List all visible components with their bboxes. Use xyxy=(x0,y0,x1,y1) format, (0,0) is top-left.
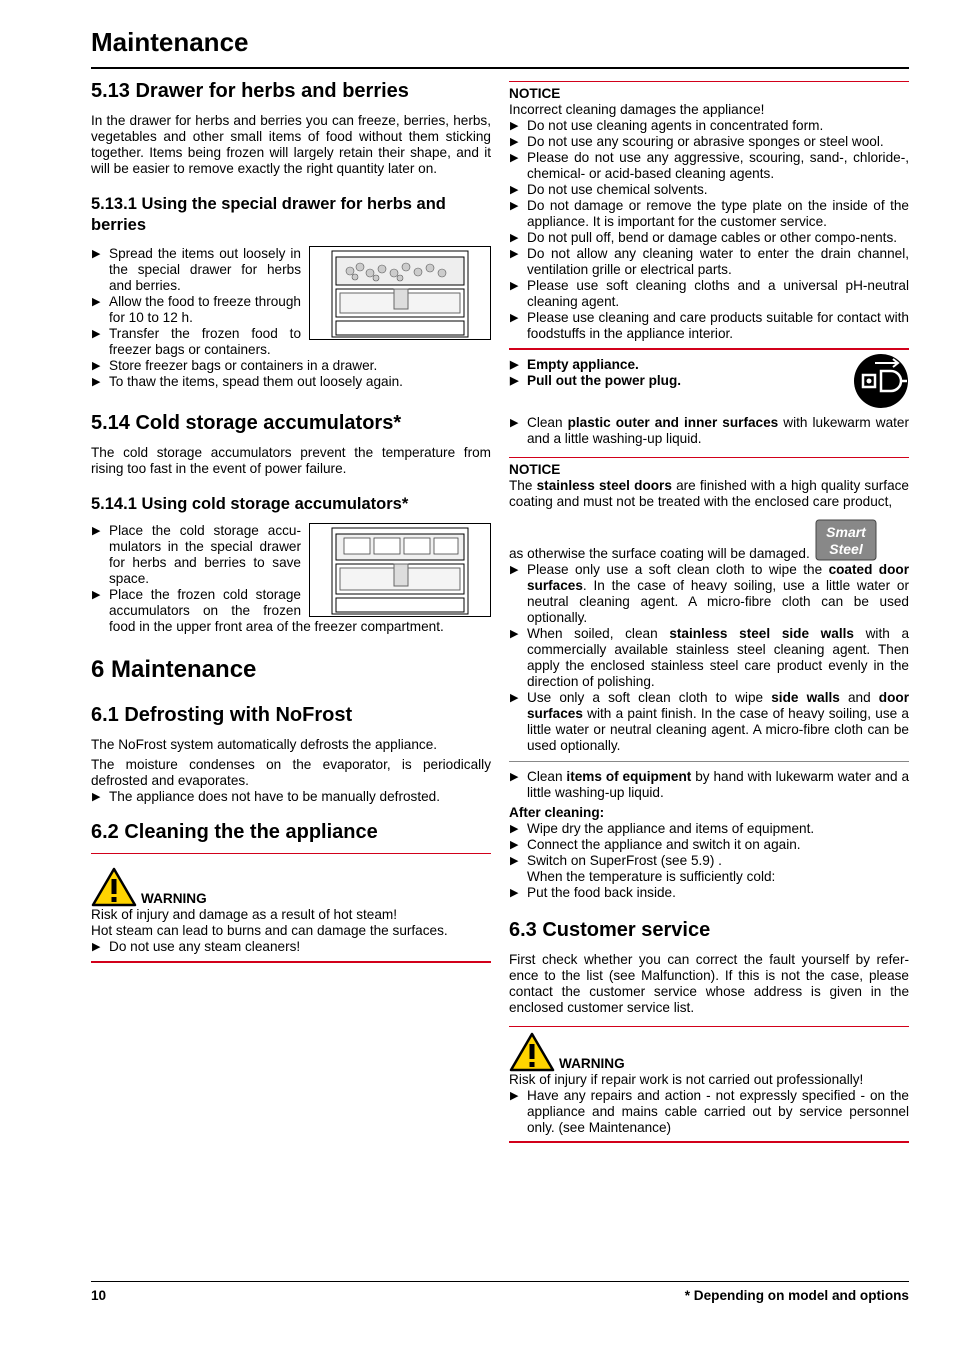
list-item: ▶ Store freezer bags or containers in a drawer. xyxy=(91,358,491,374)
list-item: ▶ Do not use chemical solvents. xyxy=(509,182,909,198)
after-cleaning-list xyxy=(509,821,909,869)
section-6-2-title: 6.2 Cleaning the the appliance xyxy=(91,821,378,843)
notice-rule-top xyxy=(509,81,909,82)
section-5-13-text: In the drawer for herbs and berries you can freeze, berries, herbs, vegetables and other small items of food without them sticking together. Items being frozen will largely retain their shape, and it will be easier to remove exactly the right quantity later on. xyxy=(91,113,491,176)
list-item: ▶ To thaw the items, spead them out loosely again. xyxy=(91,374,491,390)
list-item: ▶ Switch on SuperFrost (see 5.9) . xyxy=(509,853,909,869)
list-item: ▶ Clean items of equipment by hand with lukewarm water and a little washing-up liquid. xyxy=(509,769,909,801)
warning-box-steam xyxy=(91,867,491,955)
section-6-title: 6 Maintenance xyxy=(91,656,257,683)
footnote: * Depending on model and options xyxy=(684,1288,909,1303)
page-title: Maintenance xyxy=(91,27,249,57)
notice2-tail-row xyxy=(509,518,909,562)
warning-line: Hot steam can lead to burns and can damage the surfaces. xyxy=(91,923,448,938)
list-item: ▶ Please use soft cleaning cloths and a universal pH-neutral cleaning agent. xyxy=(509,278,909,310)
warning-rule-bottom xyxy=(91,961,491,963)
list-item: ▶ Clean plastic outer and inner surfaces with lukewarm water and a little washing-up liquid. xyxy=(509,415,909,447)
list-item: ▶ Empty appliance. xyxy=(509,357,909,373)
list-item: ▶ Transfer the frozen food to freezer bags or containers. xyxy=(91,326,491,358)
list-item: ▶ Have any repairs and action - not expressly specified - on the appliance and mains cable carried out by service personnel only. (see Maintenance) xyxy=(509,1088,909,1136)
notice-list xyxy=(509,118,909,342)
list-item: ▶ Wipe dry the appliance and items of equipment. xyxy=(509,821,909,837)
notice-intro: Incorrect cleaning damages the appliance! xyxy=(509,102,765,117)
list-item: ▶ Pull out the power plug. xyxy=(509,373,909,389)
list-item: ▶ Connect the appliance and switch it on again. xyxy=(509,837,909,853)
section-5-14-title: 5.14 Cold storage accumulators* xyxy=(91,412,402,434)
header-rule xyxy=(91,67,909,69)
section-6-1-title: 6.1 Defrosting with NoFrost xyxy=(91,704,353,726)
svg-text:Steel: Steel xyxy=(828,541,863,557)
right-column xyxy=(509,78,909,1143)
smart-steel-logo xyxy=(814,518,878,562)
list-item: ▶ Spread the items out loosely in the special drawer for herbs and berries. xyxy=(91,246,491,294)
section-5-13-1-title: 5.13.1 Using the special drawer for herbs and berries xyxy=(91,195,446,234)
list-item: ▶ Use only a soft clean cloth to wipe side walls and door surfaces with a paint finish. In the case of heavy soiling, use a little water or neutral cleaning agent. A micro-fibre cloth can be used optionally. xyxy=(509,690,909,754)
surface-care-list xyxy=(509,562,909,754)
svg-text:Smart: Smart xyxy=(825,524,866,540)
warning-box-repairs xyxy=(509,1032,909,1136)
warning-label: WARNING xyxy=(141,891,207,906)
list-item: ▶ Do not use cleaning agents in concentrated form. xyxy=(509,118,909,134)
after-cleaning-note: When the temperature is sufficiently cold: xyxy=(527,869,776,884)
section-6-1-p2: The moisture condenses on the evaporator, is periodically defrosted and evaporates. xyxy=(91,757,491,788)
list-item: ▶ Place the frozen cold storage accumulators on the frozen food in the upper front area of the freezer compartment. xyxy=(91,587,491,635)
notice2-label: NOTICE xyxy=(509,462,561,477)
list-item: ▶ Please do not use any aggressive, scouring, sand-, chloride-, chemical- or acid-based cleaning agents. xyxy=(509,150,909,182)
footer-rule xyxy=(91,1281,909,1282)
warning2-rule-bottom xyxy=(509,1141,909,1143)
herb-drawer-steps xyxy=(91,246,491,390)
after-cleaning-label: After cleaning: xyxy=(509,805,605,820)
list-item: ▶ Please use cleaning and care products suitable for contact with foodstuffs in the appliance interior. xyxy=(509,310,909,342)
notice-rule-bottom xyxy=(509,348,909,350)
list-item: ▶ When soiled, clean stainless steel side walls with a commercially available stainless steel cleaning agent. Then apply the enclosed stainless steel care product evenly in the direction of polishing. xyxy=(509,626,909,690)
warning-line: Risk of injury if repair work is not carried out professionally! xyxy=(509,1072,864,1087)
section-5-13-title: 5.13 Drawer for herbs and berries xyxy=(91,80,409,102)
left-column xyxy=(91,78,491,963)
unplug-icon xyxy=(853,353,909,409)
list-item: ▶ Do not use any steam cleaners! xyxy=(91,939,491,955)
warning-rule-top xyxy=(91,853,491,854)
warning-triangle-icon xyxy=(91,867,137,907)
section-5-14-text: The cold storage accumulators prevent the temperature from rising too fast in the event of power failure. xyxy=(91,445,491,476)
list-item: ▶ Allow the food to freeze through for 10 to 12 h. xyxy=(91,294,491,326)
list-item: ▶ Put the food back inside. xyxy=(509,885,909,901)
accumulator-steps xyxy=(91,523,491,635)
section-6-3-title: 6.3 Customer service xyxy=(509,919,711,941)
warning2-rule-top xyxy=(509,1026,909,1027)
list-item: ▶ Do not pull off, bend or damage cables or other compo-nents. xyxy=(509,230,909,246)
list-item: ▶ Do not allow any cleaning water to enter the drain channel, ventilation grille or electrical parts. xyxy=(509,246,909,278)
warning-line: Risk of injury and damage as a result of hot steam! xyxy=(91,907,398,922)
notice-label: NOTICE xyxy=(509,86,561,101)
warning-label: WARNING xyxy=(559,1056,625,1071)
notice2-rule-top xyxy=(509,457,909,458)
list-item: ▶ The appliance does not have to be manually defrosted. xyxy=(91,789,491,805)
list-item: ▶ Please only use a soft clean cloth to wipe the coated door surfaces. In the case of heavy soiling, use a little water or neutral cleaning agent. A micro-fibre cloth can be used optionally. xyxy=(509,562,909,626)
list-item: ▶ Do not damage or remove the type plate on the inside of the appliance. It is important for the customer service. xyxy=(509,198,909,230)
notice2-rule-bottom xyxy=(509,761,909,762)
section-6-3-text: First check whether you can correct the fault yourself by refer-ence to the list (see Malfunction). If this is not the case, please contact the customer service whose address is given in the enclosed customer service list. xyxy=(509,952,909,1015)
page-number: 10 xyxy=(91,1288,107,1303)
list-item: ▶ Do not use any scouring or abrasive sponges or steel wool. xyxy=(509,134,909,150)
warning-triangle-icon xyxy=(509,1032,555,1072)
section-5-14-1-title: 5.14.1 Using cold storage accumulators* xyxy=(91,495,409,513)
section-6-1-p1: The NoFrost system automatically defrosts the appliance. xyxy=(91,737,438,752)
list-item: ▶ Place the cold storage accu-mulators in the special drawer for herbs and berries to save space. xyxy=(91,523,491,587)
notice2-tail: as otherwise the surface coating will be damaged. xyxy=(509,546,810,561)
notice2-text: The stainless steel doors are finished with a high quality surface coating and must not be treated with the enclosed care product, xyxy=(509,478,909,509)
